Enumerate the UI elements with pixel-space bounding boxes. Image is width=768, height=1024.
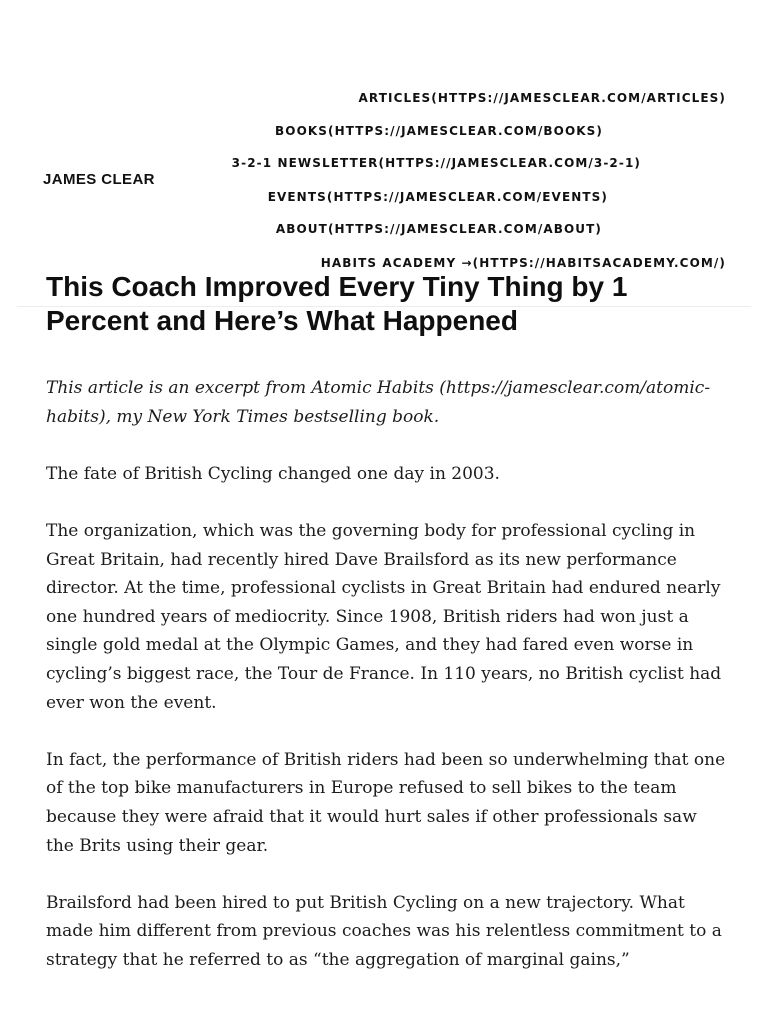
nav-link-habits-academy[interactable]: HABITS ACADEMY →(HTTPS://HABITSACADEMY.COM/) <box>320 256 726 270</box>
nav-link-about[interactable]: ABOUT(HTTPS://JAMESCLEAR.COM/ABOUT) <box>275 222 602 236</box>
article-body <box>46 374 728 970</box>
article-paragraph: Brailsford had been hired to put British Cycling on a new trajectory. What made him different from previous coaches was his relentless commitment to a strategy that he referred to as “the aggregation of marginal gains,” <box>46 892 722 970</box>
site-logo-link[interactable]: JAMES CLEAR <box>43 171 155 188</box>
article-paragraph: The fate of British Cycling changed one day in 2003. <box>46 463 500 484</box>
nav-link-events[interactable]: EVENTS(HTTPS://JAMESCLEAR.COM/EVENTS) <box>267 190 608 204</box>
article-title: This Coach Improved Every Tiny Thing by 1 Percent and Here’s What Happened <box>46 271 628 336</box>
article-paragraph: The organization, which was the governing body for professional cycling in Great Britain, had recently hired Dave Brailsford as its new performance director. At the time, professional cyclists in Great Britain had endured nearly one hundred years of mediocrity. Since 1908, British riders had won just a single gold medal at the Olympic Games, and they had fared even worse in cycling’s biggest race, the Tour de France. In 110 years, no British cyclist had ever won the event. <box>46 520 722 713</box>
article-intro: This article is an excerpt from Atomic Habits (https://jamesclear.com/atomic-habits), my New York Times bestselling book. <box>46 378 711 427</box>
article-paragraph: In fact, the performance of British riders had been so underwhelming that one of the top bike manufacturers in Europe refused to sell bikes to the team because they were afraid that it would hurt sales if other professionals saw the Brits using their gear. <box>46 749 726 856</box>
nav-link-newsletter[interactable]: 3-2-1 NEWSLETTER(HTTPS://JAMESCLEAR.COM/3-2-1) <box>231 156 641 170</box>
nav-link-books[interactable]: BOOKS(HTTPS://JAMESCLEAR.COM/BOOKS) <box>275 124 603 138</box>
nav-link-articles[interactable]: ARTICLES(HTTPS://JAMESCLEAR.COM/ARTICLES) <box>358 91 726 105</box>
